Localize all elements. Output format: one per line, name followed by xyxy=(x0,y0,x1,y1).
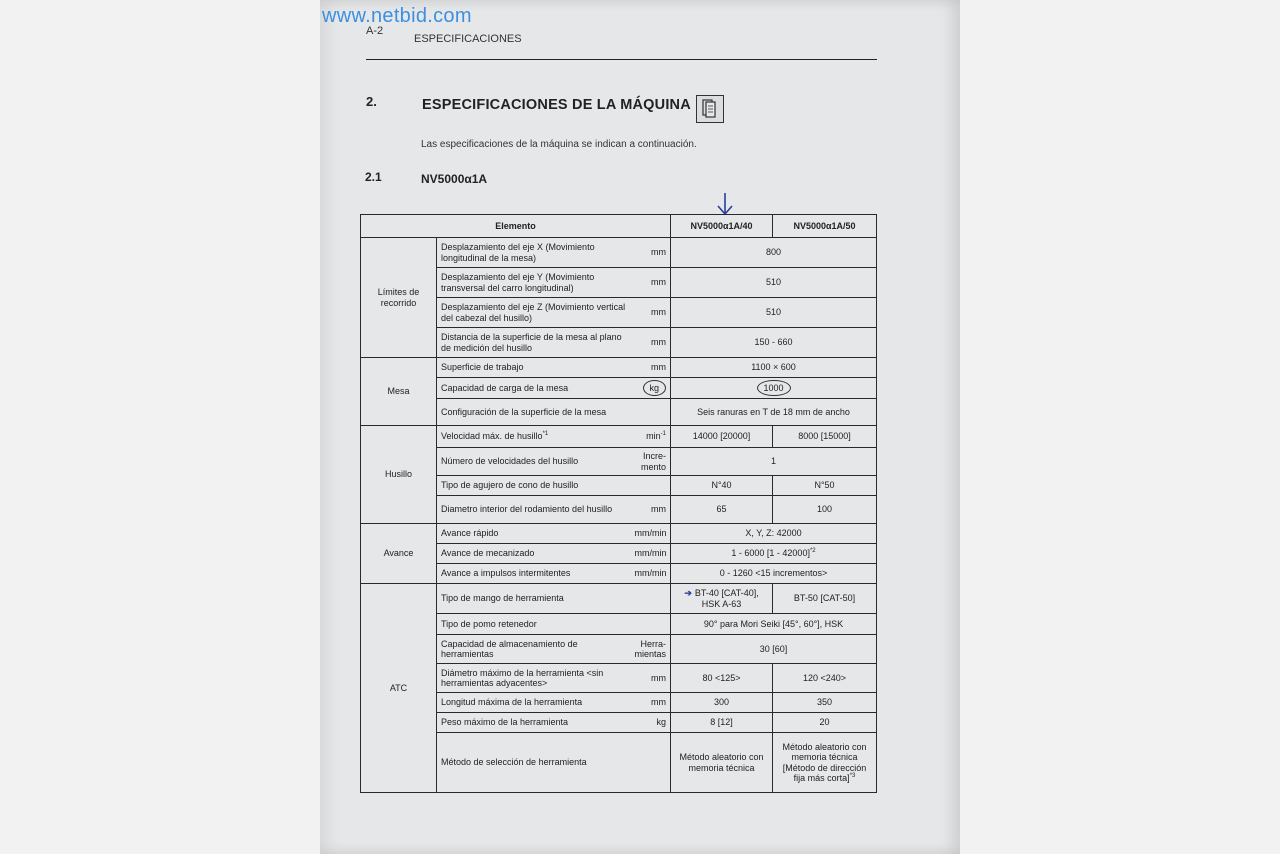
table-row xyxy=(361,399,877,426)
book-icon xyxy=(696,95,724,123)
row-desc: Número de velocidades del husillo xyxy=(437,448,631,476)
row-value: 0 - 1260 <15 incrementos> xyxy=(671,564,877,584)
row-desc: Diámetro máximo de la herramienta <sin herramientas adyacentes> xyxy=(437,664,631,693)
group-limits: Límites de recorrido xyxy=(361,238,437,358)
row-desc: Peso máximo de la herramienta xyxy=(437,713,631,733)
row-value: 150 - 660 xyxy=(671,328,877,358)
row-desc: Avance a impulsos intermitentes xyxy=(437,564,631,584)
group-table: Mesa xyxy=(361,358,437,426)
row-desc-text: Velocidad máx. de husillo xyxy=(441,431,543,442)
row-desc: Tipo de mango de herramienta xyxy=(437,584,631,614)
row-value-50: 8000 [15000] xyxy=(773,426,877,448)
row-value-40: 80 <125> xyxy=(671,664,773,693)
row-unit: mm/min xyxy=(631,564,671,584)
table-row xyxy=(361,614,877,635)
page-header: ESPECIFICACIONES xyxy=(414,33,522,45)
row-value xyxy=(671,378,877,399)
table-header-row xyxy=(361,215,877,238)
row-unit: Herra-mientas xyxy=(631,635,671,664)
table-row xyxy=(361,328,877,358)
row-unit xyxy=(631,378,671,399)
row-value-40 xyxy=(671,584,773,614)
row-value-text: Método aleatorio con memoria técnica [Método de dirección fija más corta] xyxy=(782,741,867,783)
table-row xyxy=(361,713,877,733)
row-value-50: 20 xyxy=(773,713,877,733)
footnote-ref: *3 xyxy=(849,772,856,779)
row-desc: Configuración de la superficie de la mesa xyxy=(437,399,631,426)
row-value: X, Y, Z: 42000 xyxy=(671,524,877,544)
table-row xyxy=(361,496,877,524)
row-unit: mm xyxy=(631,268,671,298)
row-value-text: 1 - 6000 [1 - 42000] xyxy=(731,548,810,559)
row-unit xyxy=(631,426,671,448)
row-value: Seis ranuras en T de 18 mm de ancho xyxy=(671,399,877,426)
row-unit: mm/min xyxy=(631,544,671,564)
row-unit: mm xyxy=(631,693,671,713)
row-value: 510 xyxy=(671,298,877,328)
watermark: www.netbid.com xyxy=(322,5,472,27)
row-unit xyxy=(631,614,671,635)
circled-value: 1000 xyxy=(757,380,791,396)
table-row xyxy=(361,733,877,793)
row-value: 1 xyxy=(671,448,877,476)
row-desc: Desplazamiento del eje Z (Movimiento vertical del cabezal del husillo) xyxy=(437,298,631,328)
table-row xyxy=(361,238,877,268)
row-value-50: N°50 xyxy=(773,476,877,496)
row-desc: Capacidad de carga de la mesa xyxy=(437,378,631,399)
table-row xyxy=(361,664,877,693)
handwritten-arrow-right-icon: ➔ xyxy=(684,588,692,599)
row-desc: Avance de mecanizado xyxy=(437,544,631,564)
subsection-title: NV5000α1A xyxy=(421,172,488,186)
row-desc: Desplazamiento del eje Y (Movimiento transversal del carro longitudinal) xyxy=(437,268,631,298)
table-row xyxy=(361,358,877,378)
row-unit xyxy=(631,733,671,793)
row-value-40: 300 xyxy=(671,693,773,713)
table-row xyxy=(361,378,877,399)
row-desc: Superficie de trabajo xyxy=(437,358,631,378)
table-row xyxy=(361,476,877,496)
row-value-40: 8 [12] xyxy=(671,713,773,733)
section-title: ESPECIFICACIONES DE LA MÁQUINA xyxy=(422,97,691,113)
header-model-40: NV5000α1A/40 xyxy=(671,215,773,238)
row-value-50: BT-50 [CAT-50] xyxy=(773,584,877,614)
row-value xyxy=(671,544,877,564)
header-element: Elemento xyxy=(361,215,671,238)
table-row xyxy=(361,448,877,476)
group-feed: Avance xyxy=(361,524,437,584)
row-unit: mm xyxy=(631,328,671,358)
row-unit: mm xyxy=(631,496,671,524)
row-unit: kg xyxy=(631,713,671,733)
row-value-50: 100 xyxy=(773,496,877,524)
unit-exponent: -1 xyxy=(660,431,667,438)
row-value: 800 xyxy=(671,238,877,268)
row-unit: mm xyxy=(631,358,671,378)
row-value: 90° para Mori Seiki [45°, 60°], HSK xyxy=(671,614,877,635)
section-number: 2. xyxy=(366,94,377,109)
row-value-50: 350 xyxy=(773,693,877,713)
row-desc: Tipo de pomo retenedor xyxy=(437,614,631,635)
spec-table xyxy=(360,214,877,793)
row-value-40: 65 xyxy=(671,496,773,524)
table-row xyxy=(361,635,877,664)
group-atc: ATC xyxy=(361,584,437,793)
unit-text: min xyxy=(646,431,661,442)
row-value: 510 xyxy=(671,268,877,298)
row-desc: Desplazamiento del eje X (Movimiento longitudinal de la mesa) xyxy=(437,238,631,268)
background-right xyxy=(960,0,1280,854)
table-row xyxy=(361,564,877,584)
header-model-50: NV5000α1A/50 xyxy=(773,215,877,238)
intro-text: Las especificaciones de la máquina se indican a continuación. xyxy=(421,139,697,150)
row-desc: Longitud máxima de la herramienta xyxy=(437,693,631,713)
row-unit: mm xyxy=(631,664,671,693)
table-row xyxy=(361,544,877,564)
header-rule xyxy=(366,59,877,60)
footnote-ref: *2 xyxy=(809,548,816,555)
table-row xyxy=(361,693,877,713)
row-unit xyxy=(631,584,671,614)
row-value-40: 14000 [20000] xyxy=(671,426,773,448)
row-value-50: 120 <240> xyxy=(773,664,877,693)
row-desc: Método de selección de herramienta xyxy=(437,733,631,793)
row-desc: Capacidad de almacenamiento de herramientas xyxy=(437,635,631,664)
subsection-number: 2.1 xyxy=(365,170,382,184)
row-value-40: Método aleatorio con memoria técnica xyxy=(671,733,773,793)
circled-unit: kg xyxy=(643,380,667,396)
table-row xyxy=(361,268,877,298)
row-value-text: BT-40 [CAT-40], HSK A-63 xyxy=(694,588,759,609)
footnote-ref: *1 xyxy=(542,431,549,438)
row-value-50 xyxy=(773,733,877,793)
row-unit xyxy=(631,399,671,426)
row-unit: mm xyxy=(631,298,671,328)
row-unit: mm xyxy=(631,238,671,268)
row-desc: Distancia de la superficie de la mesa al plano de medición del husillo xyxy=(437,328,631,358)
background-left xyxy=(0,0,320,854)
table-row xyxy=(361,426,877,448)
row-desc xyxy=(437,426,631,448)
row-unit xyxy=(631,476,671,496)
table-row xyxy=(361,584,877,614)
group-spindle: Husillo xyxy=(361,426,437,524)
row-value: 30 [60] xyxy=(671,635,877,664)
row-desc: Diametro interior del rodamiento del husillo xyxy=(437,496,631,524)
row-value: 1100 × 600 xyxy=(671,358,877,378)
row-desc: Tipo de agujero de cono de husillo xyxy=(437,476,631,496)
row-unit: mm/min xyxy=(631,524,671,544)
row-unit: Incre-mento xyxy=(631,448,671,476)
table-row xyxy=(361,298,877,328)
row-desc: Avance rápido xyxy=(437,524,631,544)
row-value-40: N°40 xyxy=(671,476,773,496)
table-row xyxy=(361,524,877,544)
page-number: A-2 xyxy=(366,25,384,37)
